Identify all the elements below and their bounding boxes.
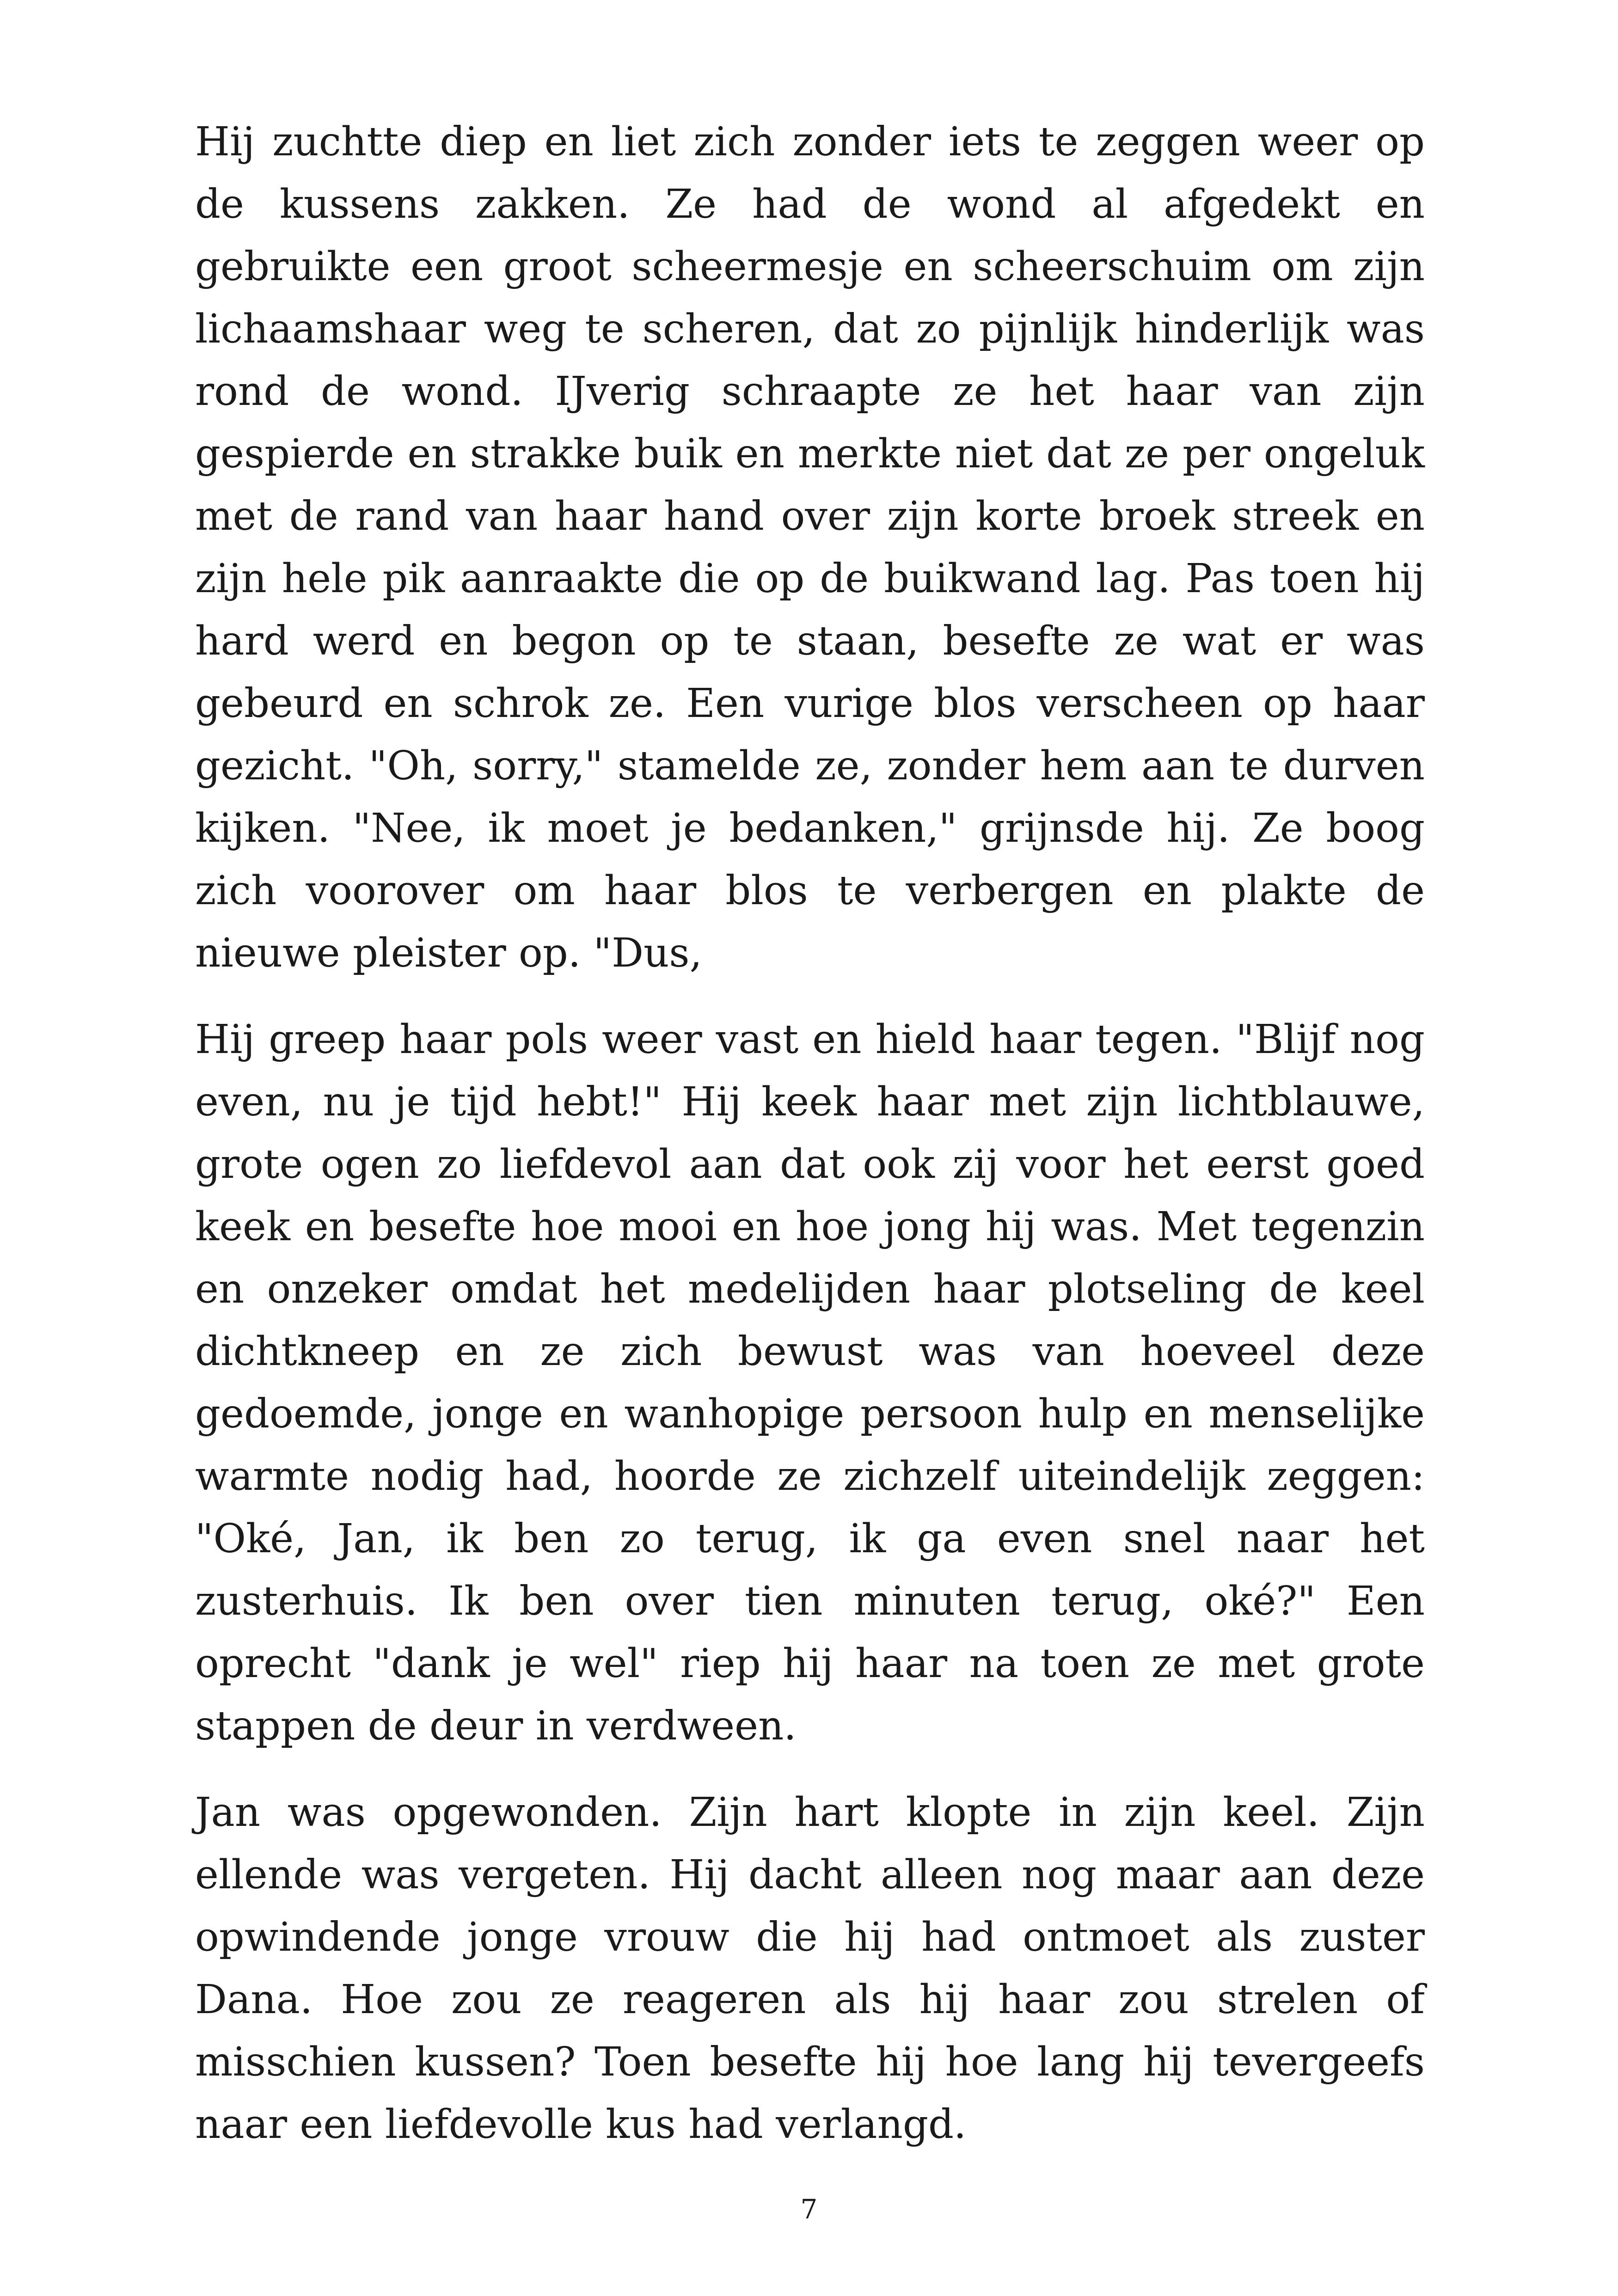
body-text [195, 111, 1425, 2180]
paragraph-1: Hij zuchtte diep en liet zich zonder iets te zeggen weer op de kussens zakken. Ze had de wond al afgedekt en gebruikte een groot scheermesje en scheerschuim om zijn lichaamshaar weg te scheren, dat zo pijnlijk hinderlijk was rond de wond. IJverig schraapte ze het haar van zijn gespierde en strakke buik en merkte niet dat ze per ongeluk met de rand van haar hand over zijn korte broek streek en zijn hele pik aanraakte die op de buikwand lag. Pas toen hij hard werd en begon op te staan, besefte ze wat er was gebeurd en schrok ze. Een vurige blos verscheen op haar gezicht. "Oh, sorry," stamelde ze, zonder hem aan te durven kijken. "Nee, ik moet je bedanken," grijnsde hij. Ze boog zich voorover om haar blos te verbergen en plakte de nieuwe pleister op. "Dus, [195, 119, 1425, 976]
paragraph-2: Hij greep haar pols weer vast en hield haar tegen. "Blijf nog even, nu je tijd hebt!" Hij keek haar met zijn lichtblauwe, grote ogen zo liefdevol aan dat ook zij voor het eerst goed keek en besefte hoe mooi en hoe jong hij was. Met tegenzin en onzeker omdat het medelijden haar plotseling de keel dichtkneep en ze zich bewust was van hoeveel deze gedoemde, jonge en wanhopige persoon hulp en menselijke warmte nodig had, hoorde ze zichzelf uiteindelijk zeggen: "Oké, Jan, ik ben zo terug, ik ga even snel naar het zusterhuis. Ik ben over tien minuten terug, oké?" Een oprecht "dank je wel" riep hij haar na toen ze met grote stappen de deur in verdween. [195, 1016, 1425, 1749]
paragraph-3: Jan was opgewonden. Zijn hart klopte in zijn keel. Zijn ellende was vergeten. Hij dacht alleen nog maar aan deze opwindende jonge vrouw die hij had ontmoet als zuster Dana. Hoe zou ze reageren als hij haar zou strelen of misschien kussen? Toen besefte hij hoe lang hij tevergeefs naar een liefdevolle kus had verlangd. [195, 1789, 1425, 2148]
page-number: 7 [800, 2193, 818, 2225]
